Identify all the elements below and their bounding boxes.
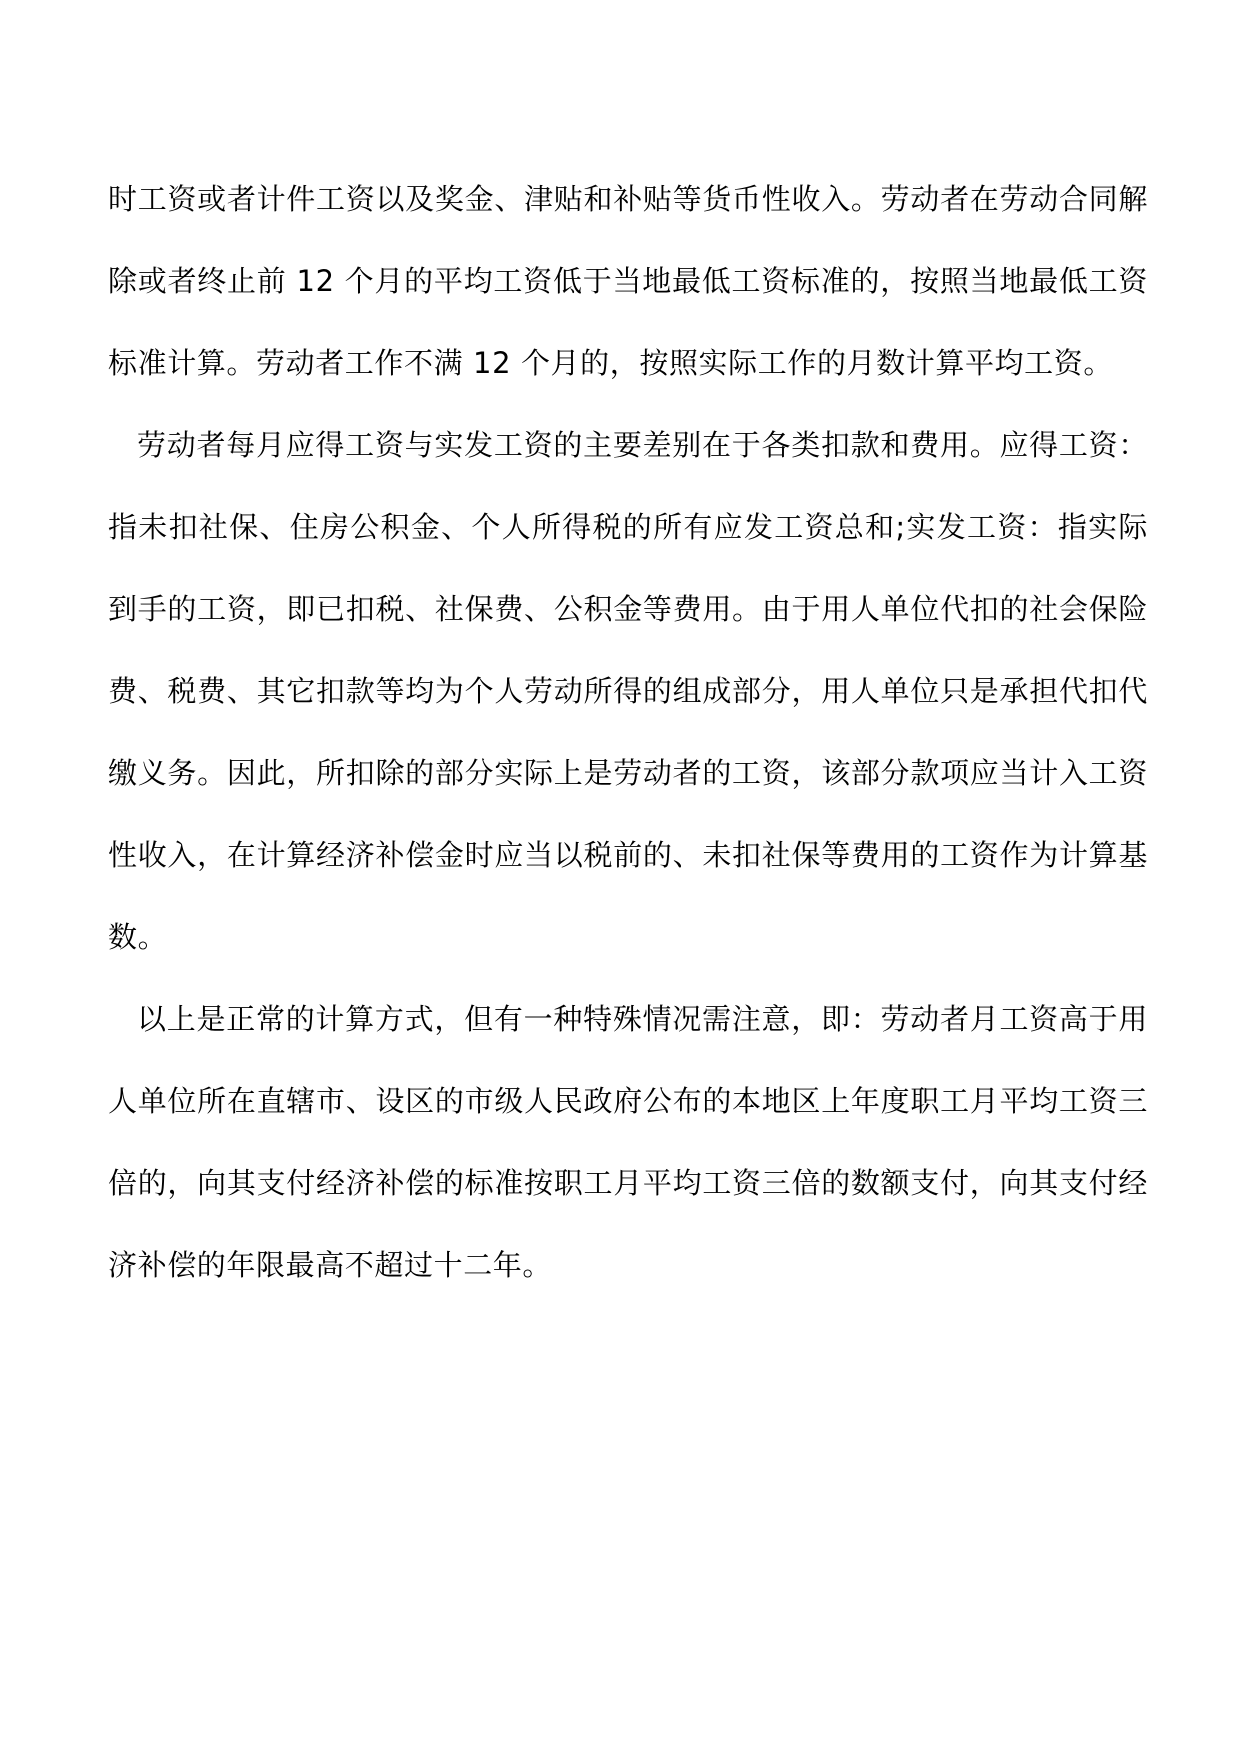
paragraph-wage-difference: 劳动者每月应得工资与实发工资的主要差别在于各类扣款和费用。应得工资：指未扣社保、住房公积金、个人所得税的所有应发工资总和;实发工资：指实际到手的工资，即已扣税、社保费、公积金等费用。由于用人单位代扣的社会保险费、税费、其它扣款等均为个人劳动所得的组成部分，用人单位只是承担代扣代缴义务。因此，所扣除的部分实际上是劳动者的工资，该部分款项应当计入工资性收入，在计算经济补偿金时应当以税前的、未扣社保等费用的工资作为计算基数。	[108, 428, 1148, 954]
paragraph-continuation: 时工资或者计件工资以及奖金、津贴和补贴等货币性收入。劳动者在劳动合同解除或者终止前 12 个月的平均工资低于当地最低工资标准的，按照当地最低工资标准计算。劳动者工作不满 12 个月的，按照实际工作的月数计算平均工资。	[108, 182, 1148, 380]
document-body	[108, 158, 1148, 1306]
paragraph-special-case: 以上是正常的计算方式，但有一种特殊情况需注意，即：劳动者月工资高于用人单位所在直辖市、设区的市级人民政府公布的本地区上年度职工月平均工资三倍的，向其支付经济补偿的标准按职工月平均工资三倍的数额支付，向其支付经济补偿的年限最高不超过十二年。	[108, 1002, 1148, 1282]
